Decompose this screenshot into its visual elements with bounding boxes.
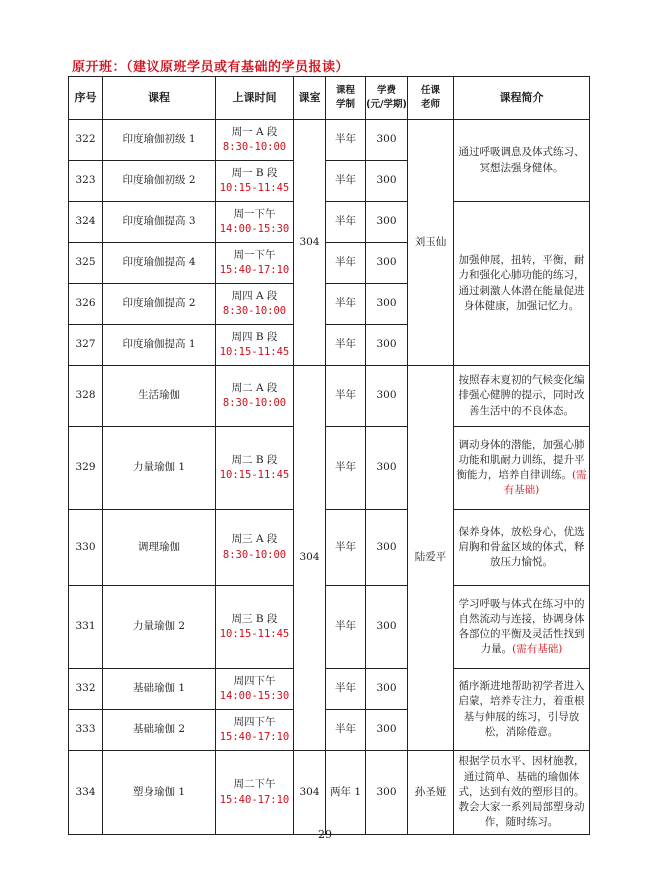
cell-course: 印度瑜伽初级 2 bbox=[103, 161, 216, 202]
cell-fee: 300 bbox=[366, 751, 408, 835]
cell-fee: 300 bbox=[366, 120, 408, 161]
cell-fee: 300 bbox=[366, 669, 408, 710]
cell-hours: 15:40-17:10 bbox=[219, 793, 290, 806]
cell-duration: 半年 bbox=[326, 586, 366, 669]
cell-time bbox=[216, 161, 294, 202]
header-duration bbox=[326, 77, 366, 120]
course-table bbox=[68, 76, 590, 835]
cell-day: 周一下午 bbox=[233, 248, 276, 261]
header-time: 上课时间 bbox=[216, 77, 294, 120]
cell-no: 325 bbox=[69, 243, 103, 284]
cell-duration: 半年 bbox=[326, 243, 366, 284]
cell-room: 304 bbox=[294, 120, 326, 366]
prerequisite-note: (需有基础) bbox=[512, 643, 563, 656]
cell-day: 周四下午 bbox=[233, 715, 276, 728]
cell-fee: 300 bbox=[366, 366, 408, 427]
header-teacher bbox=[408, 77, 454, 120]
cell-time bbox=[216, 669, 294, 710]
cell-day: 周一 A 段 bbox=[231, 125, 278, 138]
cell-description: 根据学员水平、因材施教，通过简单、基础的瑜伽体式，达到有效的塑形目的。教会大家一系列局部塑身动作，随时练习。 bbox=[454, 751, 590, 835]
cell-day: 周四 B 段 bbox=[231, 330, 278, 343]
cell-hours: 8:30-10:00 bbox=[222, 397, 287, 409]
table-row bbox=[69, 366, 590, 427]
cell-duration: 半年 bbox=[326, 120, 366, 161]
cell-room: 304 bbox=[294, 751, 326, 835]
description-text: 学习呼吸与体式在练习中的自然流动与连接，协调身体各部位的平衡及灵活性找到力量。 bbox=[458, 597, 585, 656]
cell-day: 周一 B 段 bbox=[231, 166, 278, 179]
prerequisite-note: (需有基础) bbox=[503, 469, 587, 497]
header-teacher-1: 任课 bbox=[420, 85, 440, 97]
cell-description: 保养身体，放松身心，优选肩胸和骨盆区域的体式，释放压力愉悦。 bbox=[454, 510, 590, 586]
header-fee bbox=[366, 77, 408, 120]
cell-no: 333 bbox=[69, 710, 103, 751]
cell-no: 327 bbox=[69, 325, 103, 366]
cell-fee: 300 bbox=[366, 284, 408, 325]
cell-fee: 300 bbox=[366, 325, 408, 366]
table-row bbox=[69, 202, 590, 243]
cell-no: 324 bbox=[69, 202, 103, 243]
cell-fee: 300 bbox=[366, 510, 408, 586]
cell-duration: 半年 bbox=[326, 710, 366, 751]
cell-time bbox=[216, 751, 294, 835]
cell-course: 力量瑜伽 1 bbox=[103, 427, 216, 510]
cell-duration: 半年 bbox=[326, 325, 366, 366]
cell-time bbox=[216, 284, 294, 325]
cell-fee: 300 bbox=[366, 202, 408, 243]
cell-no: 328 bbox=[69, 366, 103, 427]
cell-course: 塑身瑜伽 1 bbox=[103, 751, 216, 835]
table-row bbox=[69, 669, 590, 710]
cell-duration: 半年 bbox=[326, 427, 366, 510]
cell-time bbox=[216, 243, 294, 284]
table-row bbox=[69, 427, 590, 510]
cell-course: 调理瑜伽 bbox=[103, 510, 216, 586]
cell-no: 323 bbox=[69, 161, 103, 202]
cell-duration: 两年 1 bbox=[326, 751, 366, 835]
table-row bbox=[69, 120, 590, 161]
table-row bbox=[69, 586, 590, 669]
header-fee-2: (元/学期) bbox=[366, 99, 407, 110]
cell-day: 周四下午 bbox=[233, 674, 276, 687]
table-row bbox=[69, 751, 590, 835]
cell-course: 印度瑜伽提高 1 bbox=[103, 325, 216, 366]
cell-course: 生活瑜伽 bbox=[103, 366, 216, 427]
cell-hours: 8:30-10:00 bbox=[222, 305, 287, 317]
cell-day: 周二 B 段 bbox=[231, 453, 278, 466]
cell-no: 332 bbox=[69, 669, 103, 710]
cell-time bbox=[216, 427, 294, 510]
cell-day: 周三 A 段 bbox=[231, 533, 278, 546]
cell-teacher: 陆爱平 bbox=[408, 366, 454, 751]
cell-day: 周三 B 段 bbox=[231, 612, 278, 625]
cell-day: 周四 A 段 bbox=[231, 289, 278, 302]
cell-hours: 15:40-17:10 bbox=[219, 731, 290, 743]
description-text: 调动身体的潜能，加强心肺功能和肌耐力训练，提升平衡能力，培养自律训练。 bbox=[456, 438, 585, 481]
page-number: 29 bbox=[318, 828, 332, 841]
cell-hours: 8:30-10:00 bbox=[222, 548, 287, 561]
cell-duration: 半年 bbox=[326, 284, 366, 325]
cell-description: 加强伸展，扭转，平衡，耐力和强化心肺功能的练习，通过刺激人体潜在能量促进身体健康，加强记忆力。 bbox=[454, 202, 590, 366]
cell-time bbox=[216, 586, 294, 669]
header-fee-1: 学费 bbox=[376, 85, 396, 97]
cell-duration: 半年 bbox=[326, 510, 366, 586]
header-description: 课程简介 bbox=[454, 77, 590, 120]
cell-description: 循序渐进地帮助初学者进入启蒙，培养专注力，着重根基与伸展的练习，引导放松，消除倦意。 bbox=[454, 669, 590, 751]
cell-fee: 300 bbox=[366, 161, 408, 202]
cell-hours: 10:15-11:45 bbox=[219, 182, 290, 194]
table-header bbox=[69, 77, 590, 120]
cell-time bbox=[216, 510, 294, 586]
cell-time bbox=[216, 120, 294, 161]
cell-no: 334 bbox=[69, 751, 103, 835]
cell-hours: 15:40-17:10 bbox=[219, 264, 290, 276]
cell-duration: 半年 bbox=[326, 669, 366, 710]
cell-time bbox=[216, 202, 294, 243]
header-room: 课室 bbox=[294, 77, 326, 120]
cell-time bbox=[216, 366, 294, 427]
header-duration-2: 学制 bbox=[335, 99, 355, 110]
header-course: 课程 bbox=[103, 77, 216, 120]
cell-description bbox=[454, 427, 590, 510]
cell-course: 印度瑜伽提高 4 bbox=[103, 243, 216, 284]
cell-hours: 14:00-15:30 bbox=[219, 223, 290, 235]
cell-no: 322 bbox=[69, 120, 103, 161]
cell-day: 周二 A 段 bbox=[231, 381, 278, 394]
cell-course: 印度瑜伽提高 3 bbox=[103, 202, 216, 243]
cell-fee: 300 bbox=[366, 427, 408, 510]
cell-no: 326 bbox=[69, 284, 103, 325]
cell-hours: 14:00-15:30 bbox=[219, 690, 290, 702]
cell-description bbox=[454, 586, 590, 669]
cell-time bbox=[216, 325, 294, 366]
cell-course: 力量瑜伽 2 bbox=[103, 586, 216, 669]
cell-room: 304 bbox=[294, 366, 326, 751]
table-row bbox=[69, 510, 590, 586]
cell-duration: 半年 bbox=[326, 202, 366, 243]
section-heading: 原开班：（建议原班学员或有基础的学员报读） bbox=[72, 60, 350, 75]
cell-course: 基础瑜伽 1 bbox=[103, 669, 216, 710]
cell-fee: 300 bbox=[366, 586, 408, 669]
cell-description: 通过呼吸调息及体式练习、冥想法强身健体。 bbox=[454, 120, 590, 202]
cell-time bbox=[216, 710, 294, 751]
cell-course: 印度瑜伽提高 2 bbox=[103, 284, 216, 325]
header-no: 序号 bbox=[69, 77, 103, 120]
cell-description: 按照春末夏初的气候变化编排强心健脾的提示，同时改善生活中的不良体态。 bbox=[454, 366, 590, 427]
cell-fee: 300 bbox=[366, 710, 408, 751]
header-teacher-2: 老师 bbox=[420, 99, 440, 110]
cell-no: 329 bbox=[69, 427, 103, 510]
cell-fee: 300 bbox=[366, 243, 408, 284]
cell-hours: 10:15-11:45 bbox=[219, 469, 290, 481]
cell-teacher: 孙圣娅 bbox=[408, 751, 454, 835]
cell-no: 330 bbox=[69, 510, 103, 586]
cell-course: 基础瑜伽 2 bbox=[103, 710, 216, 751]
cell-hours: 10:15-11:45 bbox=[219, 346, 290, 358]
cell-day: 周二下午 bbox=[233, 778, 276, 791]
cell-day: 周一下午 bbox=[233, 207, 276, 220]
cell-duration: 半年 bbox=[326, 366, 366, 427]
cell-no: 331 bbox=[69, 586, 103, 669]
cell-course: 印度瑜伽初级 1 bbox=[103, 120, 216, 161]
header-duration-1: 课程 bbox=[335, 85, 355, 97]
cell-hours: 8:30-10:00 bbox=[222, 141, 287, 153]
cell-teacher: 刘玉仙 bbox=[408, 120, 454, 366]
cell-hours: 10:15-11:45 bbox=[219, 628, 290, 640]
cell-duration: 半年 bbox=[326, 161, 366, 202]
